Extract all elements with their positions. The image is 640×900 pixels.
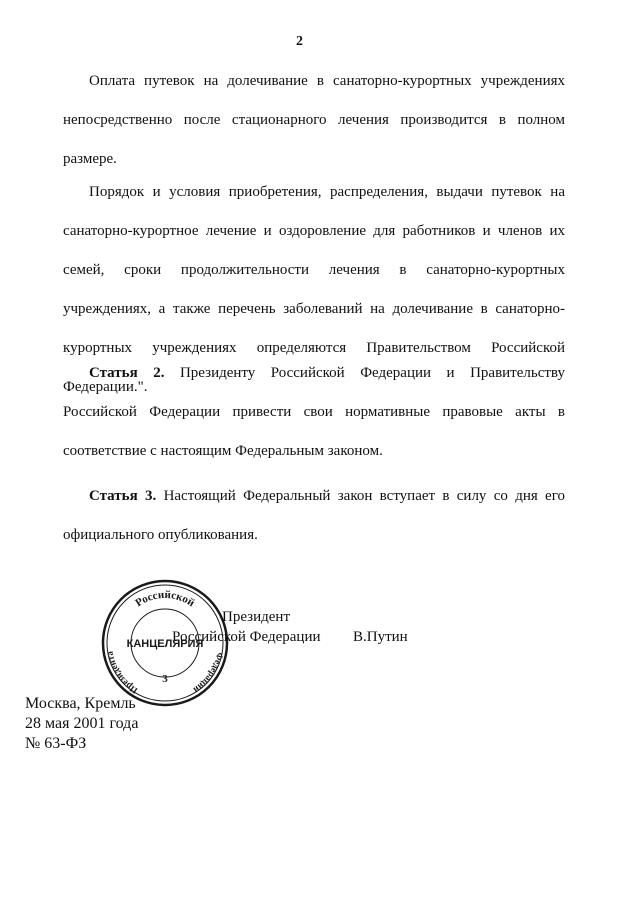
signature-title: Президент: [222, 609, 290, 625]
law-number: № 63-ФЗ: [25, 735, 87, 752]
signature-name: В.Путин: [353, 629, 408, 645]
article-2-text: Президенту Российской Федерации и Правительству Российской Федерации привести свои нормативные правовые акты в соответствие с настоящим Федеральным законом.: [63, 365, 565, 459]
signing-place: Москва, Кремль: [25, 695, 136, 712]
signing-date: 28 мая 2001 года: [25, 715, 139, 732]
page-number: 2: [296, 34, 303, 49]
stamp-text-right: Федерации: [191, 651, 226, 696]
signature-org: Российской Федерации: [172, 629, 321, 645]
stamp-text-left: Президента: [104, 650, 140, 696]
article-3-label: Статья 3.: [89, 488, 157, 504]
article-3: [63, 477, 565, 555]
paragraph-procedure: Порядок и условия приобретения, распределения, выдачи путевок на санаторно-курортное лечение и оздоровление для работников и членов их семей, сроки продолжительности лечения в санаторно-курортных учреждениях, а также перечень заболеваний на долечивание в санаторно-курортных учреждениях определяются Правительством Российской Федерации.".: [63, 184, 565, 395]
article-2-label: Статья 2.: [89, 365, 165, 381]
stamp-text-center: КАНЦЕЛЯРИЯ: [126, 638, 204, 650]
article-3-text: Настоящий Федеральный закон вступает в силу со дня его официального опубликования.: [63, 488, 565, 543]
article-2: [63, 354, 565, 471]
paragraph-payment: Оплата путевок на долечивание в санаторно-курортных учреждениях непосредственно после стационарного лечения производится в полном размере.: [63, 73, 565, 167]
svg-text:Российской: [133, 589, 197, 610]
stamp-number: 3: [162, 673, 168, 685]
stamp-text-top: Российской: [133, 588, 197, 610]
